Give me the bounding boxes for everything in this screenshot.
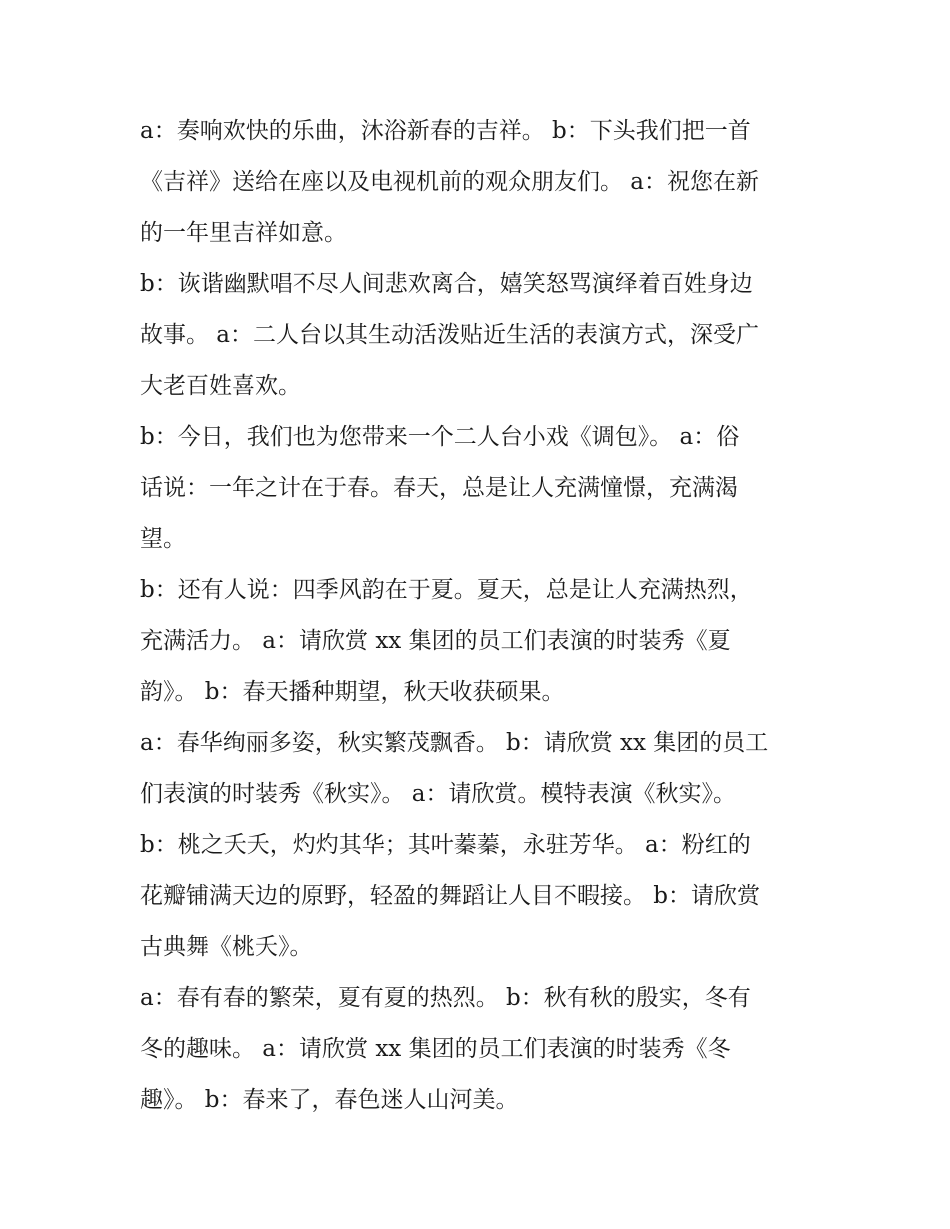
text-line: 大老百姓喜欢。 [140,373,301,399]
text-line: 话说：一年之计在于春。春天，总是让人充满憧憬，充满渴 [140,475,738,501]
text-line: 充满活力。 a：请欣赏 xx 集团的员工们表演的时装秀《夏 [140,628,731,654]
text-line: 们表演的时装秀《秋实》。 a：请欣赏。模特表演《秋实》。 [140,781,737,807]
text-line: 的一年里吉祥如意。 [140,220,347,246]
text-line: a：春有春的繁荣，夏有夏的热烈。 b：秋有秋的殷实，冬有 [140,985,751,1011]
text-line: b：还有人说：四季风韵在于夏。夏天，总是让人充满热烈， [140,577,753,603]
text-line: 花瓣铺满天边的原野，轻盈的舞蹈让人目不暇接。 b：请欣赏 [140,883,761,909]
text-line: b：桃之夭夭，灼灼其华；其叶蓁蓁，永驻芳华。 a：粉红的 [140,832,751,858]
text-line: 故事。 a：二人台以其生动活泼贴近生活的表演方式，深受广 [140,322,760,348]
text-line: a：奏响欢快的乐曲，沐浴新春的吉祥。 b：下头我们把一首 [140,118,751,144]
text-line: a：春华绚丽多姿，秋实繁茂飘香。 b：请欣赏 xx 集团的员工 [140,730,769,756]
text-line: b：诙谐幽默唱不尽人间悲欢离合，嬉笑怒骂演绎着百姓身边 [140,271,753,297]
text-line: 韵》。 b：春天播种期望，秋天收获硕果。 [140,679,565,705]
text-line: 趣》。 b：春来了，春色迷人山河美。 [140,1087,519,1113]
text-line: 望。 [140,526,186,552]
text-line: 冬的趣味。 a：请欣赏 xx 集团的员工们表演的时装秀《冬 [140,1036,731,1062]
text-line: b：今日，我们也为您带来一个二人台小戏《调包》。 a：俗 [140,424,740,450]
text-line: 古典舞《桃夭》。 [140,934,313,960]
document-body [140,106,808,1126]
text-line: 《吉祥》送给在座以及电视机前的观众朋友们。 a：祝您在新 [140,169,760,195]
